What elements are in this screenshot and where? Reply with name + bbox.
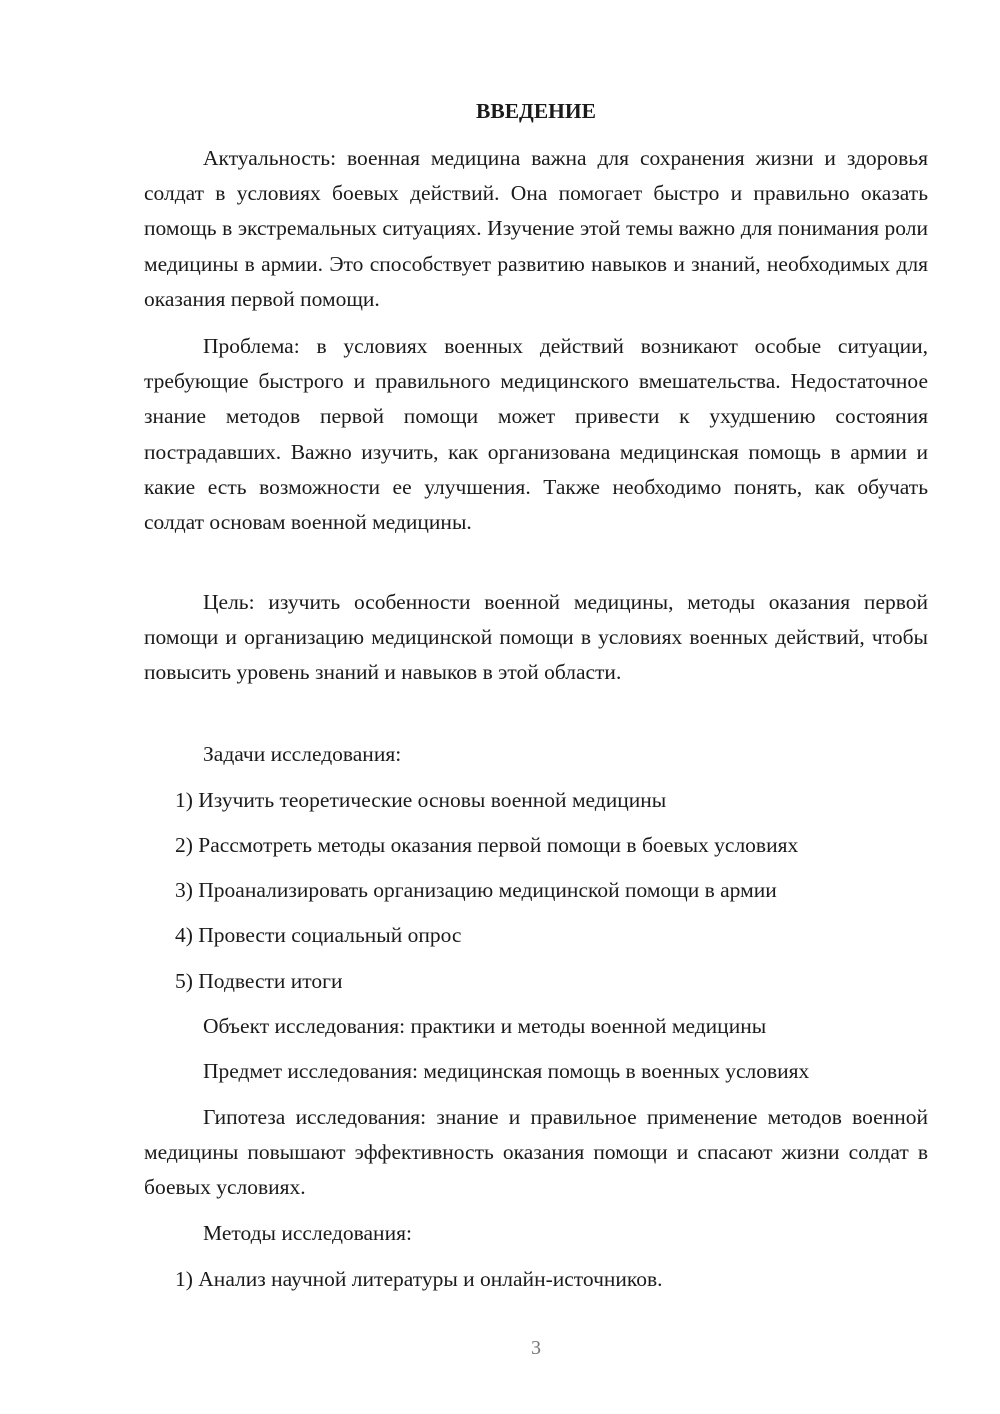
page-number: 3: [531, 1337, 541, 1359]
task-item: 4) Провести социальный опрос: [175, 923, 462, 947]
research-subject: Предмет исследования: медицинская помощь в военных условиях: [203, 1059, 810, 1083]
task-item: 3) Проанализировать организацию медицинской помощи в армии: [175, 878, 777, 902]
problem-text: Проблема: в условиях военных действий возникают особые ситуации, требующие быстрого и правильного медицинского вмешательства. Недостаточное знание методов первой помощи может привести к ухудшению состояния пострадавших. Важно изучить, как организована медицинская помощь в армии и какие есть возможности ее улучшения. Также необходимо понять, как обучать солдат основам военной медицины.: [144, 334, 928, 535]
task-item: 2) Рассмотреть методы оказания первой помощи в боевых условиях: [175, 833, 799, 857]
problem-paragraph: [144, 329, 928, 540]
hypothesis-text: Гипотеза исследования: знание и правильное применение методов военной медицины повышают эффективность оказания помощи и спасают жизни солдат в боевых условиях.: [144, 1105, 928, 1200]
task-item: 1) Изучить теоретические основы военной медицины: [175, 788, 667, 812]
goal-text: Цель: изучить особенности военной медицины, методы оказания первой помощи и организацию медицинской помощи в условиях военных действий, чтобы повысить уровень знаний и навыков в этой области.: [144, 590, 928, 685]
relevance-paragraph: [144, 141, 928, 317]
page-title: ВВЕДЕНИЕ: [476, 99, 596, 123]
method-item: 1) Анализ научной литературы и онлайн-источников.: [175, 1267, 663, 1291]
methods-heading: Методы исследования:: [203, 1221, 412, 1245]
research-object: Объект исследования: практики и методы военной медицины: [203, 1014, 767, 1038]
relevance-text: Актуальность: военная медицина важна для сохранения жизни и здоровья солдат в условиях боевых действий. Она помогает быстро и правильно оказать помощь в экстремальных ситуациях. Изучение этой темы важно для понимания роли медицины в армии. Это способствует развитию навыков и знаний, необходимых для оказания первой помощи.: [144, 146, 928, 311]
tasks-heading: Задачи исследования:: [203, 742, 402, 766]
goal-paragraph: [144, 585, 928, 691]
hypothesis-paragraph: [144, 1100, 928, 1206]
task-item: 5) Подвести итоги: [175, 969, 343, 993]
